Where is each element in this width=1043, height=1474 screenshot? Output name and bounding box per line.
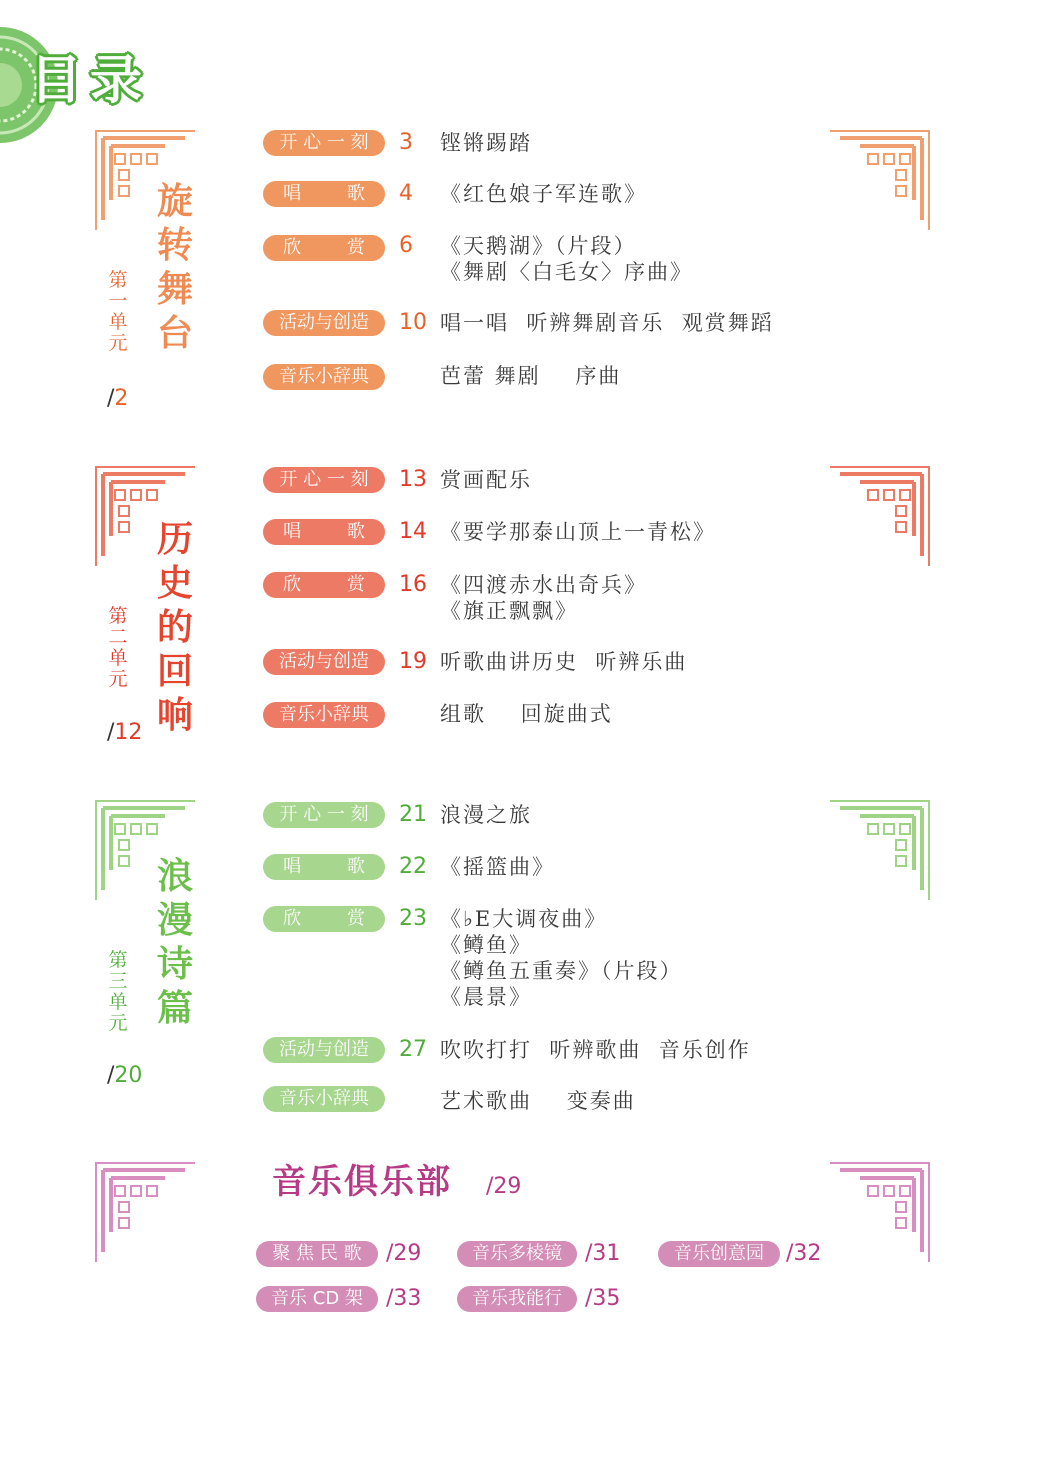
section-pill-fun: 开 心 一 刻: [263, 130, 385, 156]
section-page: 23: [399, 906, 427, 931]
section-page: 21: [399, 802, 427, 827]
unit-title: 旋 转 舞 台: [157, 181, 194, 354]
section-page: 14: [399, 519, 427, 544]
club-item-cd-shelf[interactable]: 音乐 CD 架: [256, 1286, 378, 1312]
section-entry[interactable]: 铿锵踢踏: [440, 131, 532, 155]
club-page: /29: [486, 1174, 522, 1199]
section-pill-sing: 唱 歌: [263, 854, 385, 880]
club-item-page: /32: [786, 1241, 822, 1266]
section-pill-activity: 活动与创造: [263, 310, 385, 336]
section-entry[interactable]: 《♭E大调夜曲》 《鳟鱼》 《鳟鱼五重奏》（片段） 《晨景》: [440, 907, 683, 1009]
unit-number-label: 第 一 单 元: [108, 269, 128, 354]
unit-title: 历 史 的 回 响: [157, 519, 194, 736]
section-entry[interactable]: 吹吹打打 听辨歌曲 音乐创作: [440, 1038, 751, 1062]
section-page: 3: [399, 130, 413, 155]
club-item-page: /29: [386, 1241, 422, 1266]
club-item-page: /31: [585, 1241, 621, 1266]
section-entry[interactable]: 唱一唱 听辨舞剧音乐 观赏舞蹈: [440, 311, 774, 335]
club-item-page: /35: [585, 1286, 621, 1311]
section-pill-appreciate: 欣 赏: [263, 235, 385, 261]
section-entry[interactable]: 听歌曲讲历史 听辨乐曲: [440, 650, 688, 674]
section-page: 10: [399, 310, 427, 335]
section-page: 4: [399, 181, 413, 206]
section-entry[interactable]: 《天鹅湖》（片段） 《舞剧〈白毛女〉序曲》: [440, 234, 693, 284]
section-entry[interactable]: 芭蕾 舞剧 序曲: [440, 364, 622, 388]
club-item-creative-garden[interactable]: 音乐创意园: [658, 1241, 780, 1267]
club-item-page: /33: [386, 1286, 422, 1311]
section-pill-activity: 活动与创造: [263, 1037, 385, 1063]
section-page: 16: [399, 572, 427, 597]
section-entry[interactable]: 《摇篮曲》: [440, 855, 555, 879]
unit-number-label: 第 三 单 元: [108, 949, 128, 1034]
section-pill-fun: 开 心 一 刻: [263, 802, 385, 828]
corner-ornament-right: [830, 1162, 930, 1262]
section-page: 6: [399, 233, 413, 258]
section-entry[interactable]: 浪漫之旅: [440, 803, 532, 827]
unit-number-label: 第 二 单 元: [108, 605, 128, 690]
page-title: 目录: [30, 51, 151, 111]
section-pill-dictionary: 音乐小辞典: [263, 702, 385, 728]
section-pill-sing: 唱 歌: [263, 519, 385, 545]
club-title: 音乐俱乐部: [272, 1162, 452, 1202]
unit-page-number: /2: [107, 386, 129, 411]
section-entry[interactable]: 《红色娘子军连歌》: [440, 182, 647, 206]
corner-ornament-left: [95, 1162, 195, 1262]
section-entry[interactable]: 赏画配乐: [440, 468, 532, 492]
section-entry[interactable]: 《四渡赤水出奇兵》 《旗正飘飘》: [440, 573, 647, 623]
unit-page-number: /12: [107, 720, 143, 745]
club-item-folk-songs[interactable]: 聚 焦 民 歌: [256, 1241, 378, 1267]
section-pill-fun: 开 心 一 刻: [263, 467, 385, 493]
section-entry[interactable]: 《要学那泰山顶上一青松》: [440, 520, 716, 544]
section-pill-appreciate: 欣 赏: [263, 906, 385, 932]
club-item-i-can[interactable]: 音乐我能行: [457, 1286, 577, 1312]
section-page: 13: [399, 467, 427, 492]
corner-ornament-right: [830, 130, 930, 230]
section-pill-activity: 活动与创造: [263, 649, 385, 675]
corner-ornament-right: [830, 800, 930, 900]
section-entry[interactable]: 组歌 回旋曲式: [440, 702, 613, 726]
section-pill-dictionary: 音乐小辞典: [263, 1086, 385, 1112]
section-pill-appreciate: 欣 赏: [263, 572, 385, 598]
section-page: 22: [399, 854, 427, 879]
corner-ornament-right: [830, 466, 930, 566]
club-item-prism[interactable]: 音乐多棱镜: [457, 1241, 577, 1267]
section-page: 19: [399, 649, 427, 674]
section-page: 27: [399, 1037, 427, 1062]
unit-page-number: /20: [107, 1063, 143, 1088]
unit-title: 浪 漫 诗 篇: [157, 856, 194, 1029]
section-pill-dictionary: 音乐小辞典: [263, 364, 385, 390]
section-pill-sing: 唱 歌: [263, 181, 385, 207]
section-entry[interactable]: 艺术歌曲 变奏曲: [440, 1089, 636, 1113]
